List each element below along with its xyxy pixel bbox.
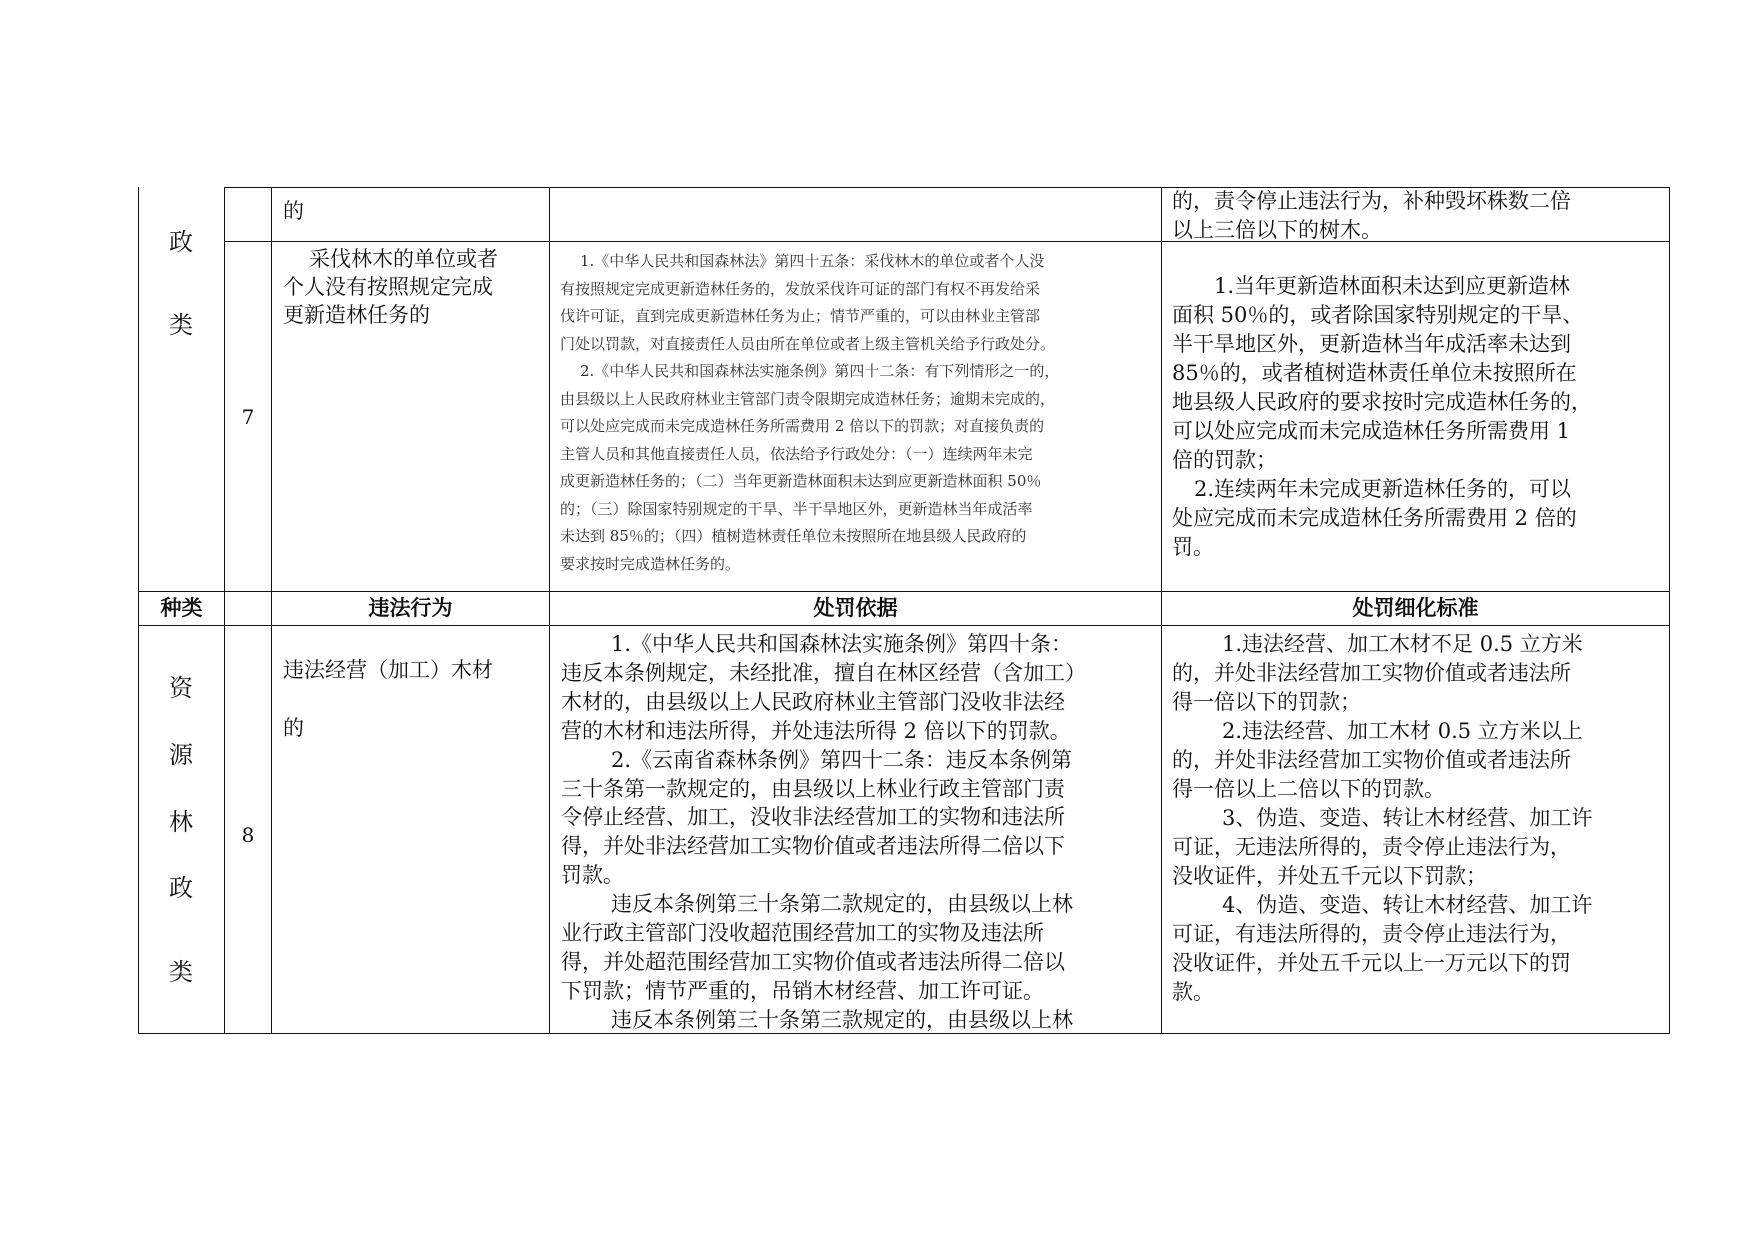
row7-violation (283, 245, 545, 329)
standard-line: 2.连续两年未完成更新造林任务的，可以 (1194, 477, 1572, 501)
basis-line: 未达到 85％的；（四）植树造林责任单位未按照所在地县级人民政府的 (560, 527, 1027, 545)
category-char: 类 (169, 311, 193, 339)
basis-line: 的；（三）除国家特别规定的干旱、半干旱地区外，更新造林当年成活率 (560, 499, 1033, 518)
basis-line: 可以处应完成而未完成造林任务所需费用 2 倍以下的罚款；对直接负责的 (560, 417, 1045, 435)
standard-line: 面积 50％的，或者除国家特别规定的干旱、 (1172, 303, 1584, 327)
standard-line: 可证，有违法所得的，责令停止违法行为， (1172, 922, 1571, 946)
standard-line: 没收证件，并处五千元以上一万元以下的罚 (1172, 951, 1571, 975)
basis-line: 主管人员和其他直接责任人员，依法给予行政处分：（一）连续两年未完 (560, 444, 1033, 463)
standard-line: 3、伪造、变造、转让木材经营、加工许 (1222, 806, 1593, 830)
header-top-border (138, 591, 1670, 592)
row7-standard (1172, 272, 1666, 562)
row-number: 8 (241, 823, 255, 847)
standard-line: 可证，无违法所得的，责令停止违法行为， (1172, 835, 1571, 859)
standard-line: 4、伪造、变造、转让木材经营、加工许 (1222, 893, 1593, 917)
category-char: 政 (169, 228, 193, 256)
row8-standard (1172, 630, 1666, 1007)
category-char: 类 (169, 958, 193, 986)
standard-line: 半干旱地区外，更新造林当年成活率未达到 (1172, 332, 1571, 356)
row7-basis (560, 248, 1160, 578)
standard-line: 1.当年更新造林面积未达到应更新造林 (1214, 274, 1571, 298)
row-cont-standard (1172, 187, 1662, 245)
basis-line: 令停止经营、加工，没收非法经营加工的实物和违法所 (561, 805, 1065, 830)
violation-line: 个人没有按照规定完成 (283, 275, 493, 299)
standard-line: 罚。 (1172, 535, 1214, 559)
category-char: 源 (169, 741, 193, 769)
standard-line: 得一倍以下的罚款； (1172, 690, 1361, 714)
basis-line: 2.《中华人民共和国森林法实施条例》第四十二条：有下列情形之一的， (580, 362, 1060, 380)
standard-line: 的，并处非法经营加工实物价值或者违法所 (1172, 748, 1571, 772)
basis-line: 营的木材和违法所得，并处违法所得 2 倍以下的罚款。 (561, 718, 1071, 743)
basis-line: 得，并处非法经营加工实物价值或者违法所得二倍以下 (561, 834, 1065, 859)
category-char: 林 (169, 808, 193, 836)
standard-line: 地县级人民政府的要求按时完成造林任务的， (1172, 390, 1592, 414)
basis-line: 三十条第一款规定的，由县级以上林业行政主管部门责 (561, 776, 1065, 801)
violation-line: 的 (283, 716, 304, 740)
basis-line: 罚款。 (561, 863, 624, 888)
standard-line: 的，责令停止违法行为，补种毁坏株数二倍 (1172, 189, 1571, 213)
standard-line: 没收证件，并处五千元以下罚款； (1172, 864, 1487, 888)
basis-line: 违反本条例第三十条第三款规定的，由县级以上林 (611, 1007, 1073, 1032)
basis-line: 1.《中华人民共和国森林法》第四十五条：采伐林木的单位或者个人没 (580, 252, 1045, 270)
standard-line: 以上三倍以下的树木。 (1172, 218, 1382, 242)
category-char: 政 (169, 874, 193, 902)
table-right-border (1669, 187, 1670, 1034)
row8-violation (283, 656, 545, 742)
basis-line: 2.《云南省森林条例》第四十二条：违反本条例第 (611, 747, 1073, 772)
standard-line: 得一倍以上二倍以下的罚款。 (1172, 777, 1445, 801)
standard-line: 的，并处非法经营加工实物价值或者违法所 (1172, 661, 1571, 685)
basis-line: 要求按时完成造林任务的。 (560, 554, 741, 573)
number-column-border (224, 187, 225, 1034)
header-standard: 处罚细化标准 (1352, 596, 1479, 620)
category-char: 资 (169, 674, 193, 702)
basis-line: 有按照规定完成更新造林任务的，发放采伐许可证的部门有权不再发给采 (560, 279, 1041, 298)
violation-line: 违法经营（加工）木材 (283, 658, 493, 682)
basis-line: 违反本条例第三十条第二款规定的，由县级以上林 (611, 892, 1073, 917)
standard-line: 2.违法经营、加工木材 0.5 立方米以上 (1222, 719, 1583, 743)
violation-line: 采伐林木的单位或者 (309, 247, 498, 271)
row-cont-violation: 的 (283, 199, 304, 223)
row8-basis (561, 630, 1159, 1035)
basis-line: 下罚款；情节严重的，吊销木材经营、加工许可证。 (561, 978, 1044, 1003)
basis-line: 由县级以上人民政府林业主管部门责令限期完成造林任务；逾期未完成的， (560, 389, 1056, 408)
header-bottom-border (138, 625, 1670, 626)
basis-line: 得，并处超范围经营加工实物价值或者违法所得二倍以 (561, 949, 1065, 974)
basis-line: 成更新造林任务的；（二）当年更新造林面积未达到应更新造林面积 50％ (560, 472, 1042, 490)
basis-line: 木材的，由县级以上人民政府林业主管部门没收非法经 (561, 689, 1065, 714)
basis-line: 1.《中华人民共和国森林法实施条例》第四十条： (611, 632, 1073, 656)
standard-line: 可以处应完成而未完成造林任务所需费用 1 (1172, 419, 1571, 443)
violation-line: 更新造林任务的 (283, 303, 430, 327)
header-category: 种类 (160, 596, 203, 620)
standard-line: 处应完成而未完成造林任务所需费用 2 倍的 (1172, 506, 1577, 530)
standard-line: 倍的罚款； (1172, 448, 1277, 472)
row-number: 7 (241, 405, 255, 429)
basis-line: 门处以罚款，对直接责任人员由所在单位或者上级主管机关给予行政处分。 (560, 334, 1056, 353)
standard-line: 1.违法经营、加工木材不足 0.5 立方米 (1222, 632, 1583, 656)
basis-line: 违反本条例规定，未经批准，擅自在林区经营（含加工） (561, 660, 1086, 685)
standard-line: 款。 (1172, 980, 1214, 1004)
header-violation: 违法行为 (368, 596, 453, 620)
header-basis: 处罚依据 (813, 596, 898, 620)
standard-line: 85％的，或者植树造林责任单位未按照所在 (1172, 361, 1577, 385)
basis-line: 业行政主管部门没收超范围经营加工的实物及违法所 (561, 921, 1044, 946)
basis-line: 伐许可证，直到完成更新造林任务为止；情节严重的，可以由林业主管部 (560, 307, 1041, 325)
